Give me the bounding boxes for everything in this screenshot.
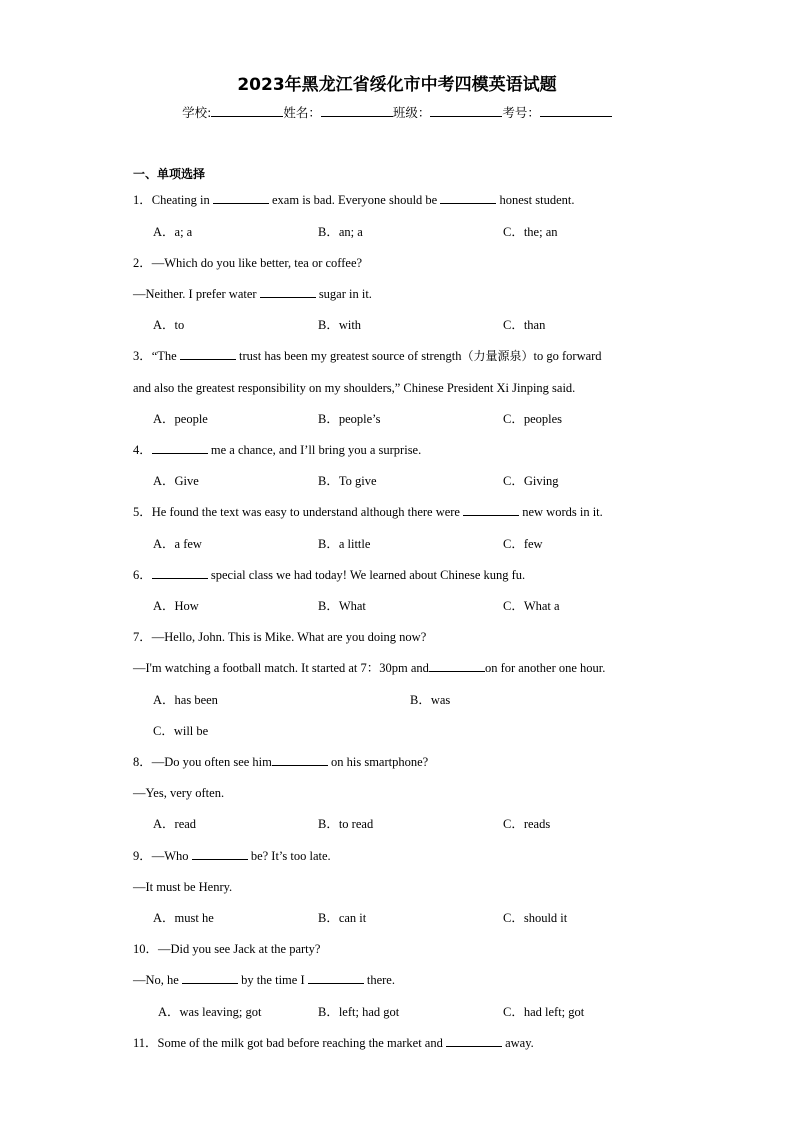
question-2-line-2: —Neither. I prefer water sugar in it.	[133, 287, 372, 301]
number-label: 考号：	[502, 105, 540, 120]
question-10-line-2: —No, he by the time I there.	[133, 973, 395, 987]
q9-option-c[interactable]: C．should it	[503, 911, 568, 925]
q2-option-c[interactable]: C．than	[503, 318, 546, 332]
q4-option-a[interactable]: A．Give	[153, 474, 199, 488]
q9-option-b[interactable]: B．can it	[318, 911, 367, 925]
answer-blank	[463, 504, 519, 516]
answer-blank	[180, 348, 236, 360]
section-title: 一、单项选择	[133, 167, 206, 181]
q4-option-c[interactable]: C．Giving	[503, 474, 559, 488]
answer-blank	[192, 848, 248, 860]
q6-option-a[interactable]: A．How	[153, 599, 199, 613]
q9-option-a[interactable]: A．must he	[153, 911, 214, 925]
answer-blank	[308, 972, 364, 984]
question-7-line-2: —I'm watching a football match. It started at 7：30pm and on for another one hour.	[133, 661, 606, 675]
question-1: 1．Cheating in exam is bad. Everyone should be honest student.	[133, 193, 575, 207]
question-5: 5．He found the text was easy to understand although there were new words in it.	[133, 505, 603, 519]
q4-option-b[interactable]: B．To give	[318, 474, 377, 488]
answer-blank	[152, 442, 208, 454]
question-8-line-2: —Yes, very often.	[133, 786, 225, 800]
q8-option-a[interactable]: A．read	[153, 817, 197, 831]
q3-option-b[interactable]: B．people’s	[318, 412, 381, 426]
name-label: 姓名：	[283, 105, 321, 120]
q2-option-b[interactable]: B．with	[318, 318, 362, 332]
question-11: 11．Some of the milk got bad before reaching the market and away.	[133, 1036, 534, 1050]
name-blank[interactable]	[321, 104, 393, 117]
question-9-line-1: 9．—Who be? It’s too late.	[133, 849, 331, 863]
q3-option-a[interactable]: A．people	[153, 412, 208, 426]
q10-option-a[interactable]: A．was leaving; got	[158, 1005, 262, 1019]
answer-blank	[440, 192, 496, 204]
q3-option-c[interactable]: C．peoples	[503, 412, 563, 426]
question-2-line-1: 2．—Which do you like better, tea or coffee?	[133, 256, 363, 270]
answer-blank	[429, 660, 485, 672]
number-blank[interactable]	[540, 104, 612, 117]
q8-option-c[interactable]: C．reads	[503, 817, 551, 831]
q6-option-c[interactable]: C．What a	[503, 599, 560, 613]
q8-option-b[interactable]: B．to read	[318, 817, 374, 831]
question-9-line-2: —It must be Henry.	[133, 880, 233, 894]
question-8-line-1: 8．—Do you often see him on his smartphone?	[133, 755, 429, 769]
answer-blank	[272, 754, 328, 766]
q5-option-b[interactable]: B．a little	[318, 537, 371, 551]
question-4: 4． me a chance, and I’ll bring you a surprise.	[133, 443, 422, 457]
class-label: 班级：	[392, 105, 431, 120]
q7-option-b[interactable]: B．was	[410, 693, 451, 707]
q1-option-b[interactable]: B．an; a	[318, 225, 363, 239]
school-label: 学校:	[182, 105, 212, 120]
answer-blank	[182, 972, 238, 984]
question-10-line-1: 10．—Did you see Jack at the party?	[133, 942, 321, 956]
class-blank[interactable]	[430, 104, 502, 117]
page-title: 2023年黑龙江省绥化市中考四模英语试题	[237, 75, 557, 95]
school-blank[interactable]	[211, 104, 283, 117]
answer-blank	[260, 286, 316, 298]
answer-blank	[213, 192, 269, 204]
answer-blank	[446, 1035, 502, 1047]
q10-option-b[interactable]: B．left; had got	[318, 1005, 400, 1019]
question-6: 6． special class we had today! We learned about Chinese kung fu.	[133, 568, 526, 582]
question-7-line-1: 7．—Hello, John. This is Mike. What are you doing now?	[133, 630, 427, 644]
question-3-line-2: and also the greatest responsibility on my shoulders,” Chinese President Xi Jinping said.	[133, 381, 576, 395]
q7-option-a[interactable]: A．has been	[153, 693, 218, 707]
q7-option-c[interactable]: C．will be	[153, 724, 209, 738]
answer-blank	[152, 567, 208, 579]
question-3-line-1: 3．“The trust has been my greatest source of strength（力量源泉）to go forward	[133, 349, 602, 363]
student-info-line	[0, 103, 794, 121]
q1-option-c[interactable]: C．the; an	[503, 225, 558, 239]
q5-option-a[interactable]: A．a few	[153, 537, 202, 551]
q2-option-a[interactable]: A．to	[153, 318, 185, 332]
q6-option-b[interactable]: B．What	[318, 599, 366, 613]
q10-option-c[interactable]: C．had left; got	[503, 1005, 585, 1019]
q5-option-c[interactable]: C．few	[503, 537, 543, 551]
q1-option-a[interactable]: A．a; a	[153, 225, 193, 239]
